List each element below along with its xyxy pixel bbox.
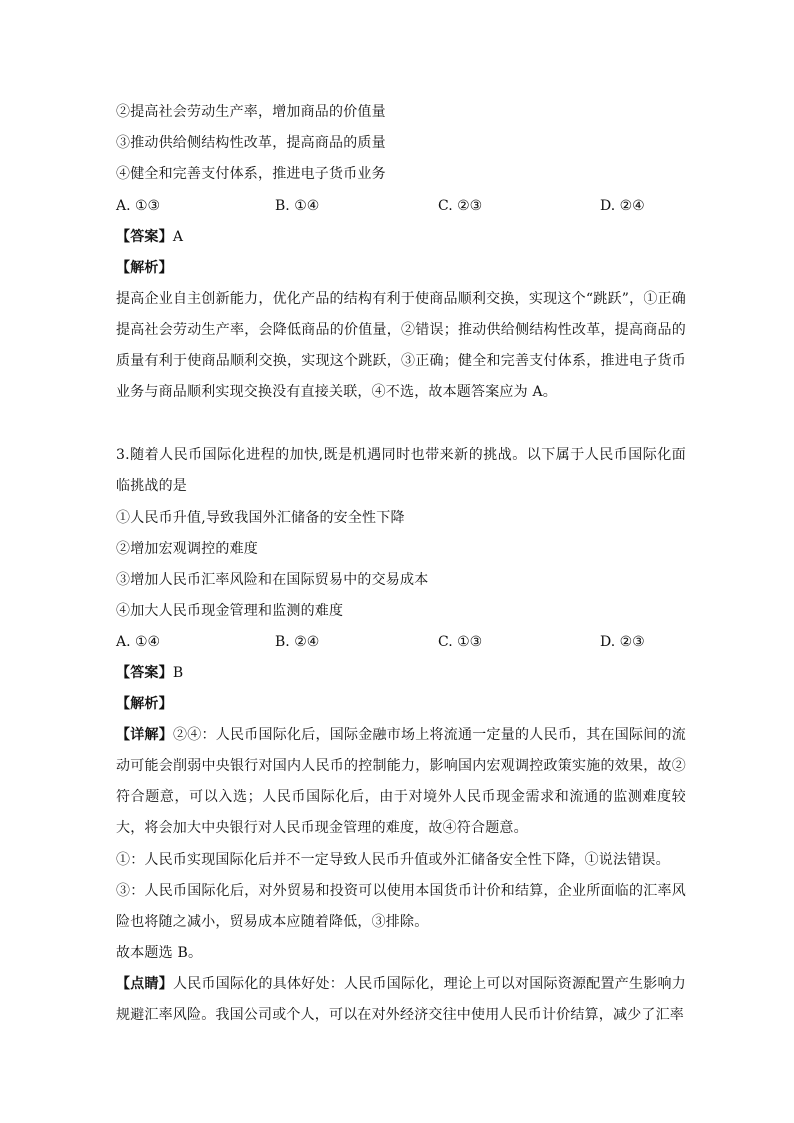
q2-analysis-text: 提高企业自主创新能力，优化产品的结构有利于使商品顺利交换，实现这个“跳跃”，①正确提高社会劳动生产率，会降低商品的价值量，②错误；推动供给侧结构性改革，提高商品的质量有利于使商品顺利交换，实现这个跳跃，③正确；健全和完善支付体系，推进电子货币业务与商品顺利实现交换没有直接关联，④不选，故本题答案应为 A。 [116,291,686,400]
q3-stem: 3.随着人民币国际化进程的加快,既是机遇同时也带来新的挑战。以下属于人民币国际化面临挑战的是 [116,447,686,494]
q3-note-text: 人民币国际化的具体好处：人民币国际化，理论上可以对国际资源配置产生影响力规避汇率风险。我国公司或个人，可以在对外经济交往中使用人民币计价结算，减少了汇率 [116,976,686,1023]
q3-option-4: ④加大人民币现金管理和监测的难度 [116,603,344,619]
q3-choice-d: D. ②③ [600,634,645,650]
q2-choice-c: C. ②③ [438,198,483,214]
q2-option-4: ④健全和完善支付体系，推进电子货币业务 [116,166,386,182]
q3-analysis-label: 【解析】 [116,696,173,712]
q3-note [116,969,686,1031]
q3-point-1: ①：人民币实现国际化后并不一定导致人民币升值或外汇储备安全性下降，①说法错误。 [116,852,670,868]
q3-detail-label: 【详解】 [116,727,174,743]
q2-answer-label: 【答案】 [116,229,173,245]
q3-point-3: ③：人民币国际化后，对外贸易和投资可以使用本国货币计价和结算，企业所面临的汇率风险也将随之减小，贸易成本应随着降低，③排除。 [116,883,686,930]
q2-choice-b: B. ①④ [275,198,320,214]
q2-option-3: ③推动供给侧结构性改革，提高商品的质量 [116,135,386,151]
q3-answer-label: 【答案】 [116,665,173,681]
q3-detail [116,720,686,844]
q3-answer [116,663,183,683]
q3-conclusion: 故本题选 B。 [116,945,203,961]
q3-option-2: ②增加宏观调控的难度 [116,541,258,557]
q2-analysis-label: 【解析】 [116,260,173,276]
q3-choice-b: B. ②④ [275,634,320,650]
q3-detail-text: ②④：人民币国际化后，国际金融市场上将流通一定量的人民币，其在国际间的流动可能会削弱中央银行对国内人民币的控制能力，影响国内宏观调控政策实施的效果，故②符合题意，可以入选；人民币国际化后，由于对境外人民币现金需求和流通的监测难度较大，将会加大中央银行对人民币现金管理的难度，故④符合题意。 [116,727,686,836]
q3-choices [116,632,696,652]
q2-answer-value: A [172,229,184,245]
q2-answer [116,227,183,247]
q2-choice-a: A. ①③ [116,198,161,214]
q3-answer-value: B [172,665,184,681]
q3-choice-a: A. ①④ [116,634,161,650]
q3-note-label: 【点睛】 [116,976,174,992]
q3-choice-c: C. ①③ [438,634,483,650]
q2-choices [116,196,696,216]
q3-option-1: ①人民币升值,导致我国外汇储备的安全性下降 [116,510,405,526]
q2-choice-d: D. ②④ [600,198,645,214]
q2-option-2: ②提高社会劳动生产率，增加商品的价值量 [116,104,386,120]
q3-option-3: ③增加人民币汇率风险和在国际贸易中的交易成本 [116,572,429,588]
